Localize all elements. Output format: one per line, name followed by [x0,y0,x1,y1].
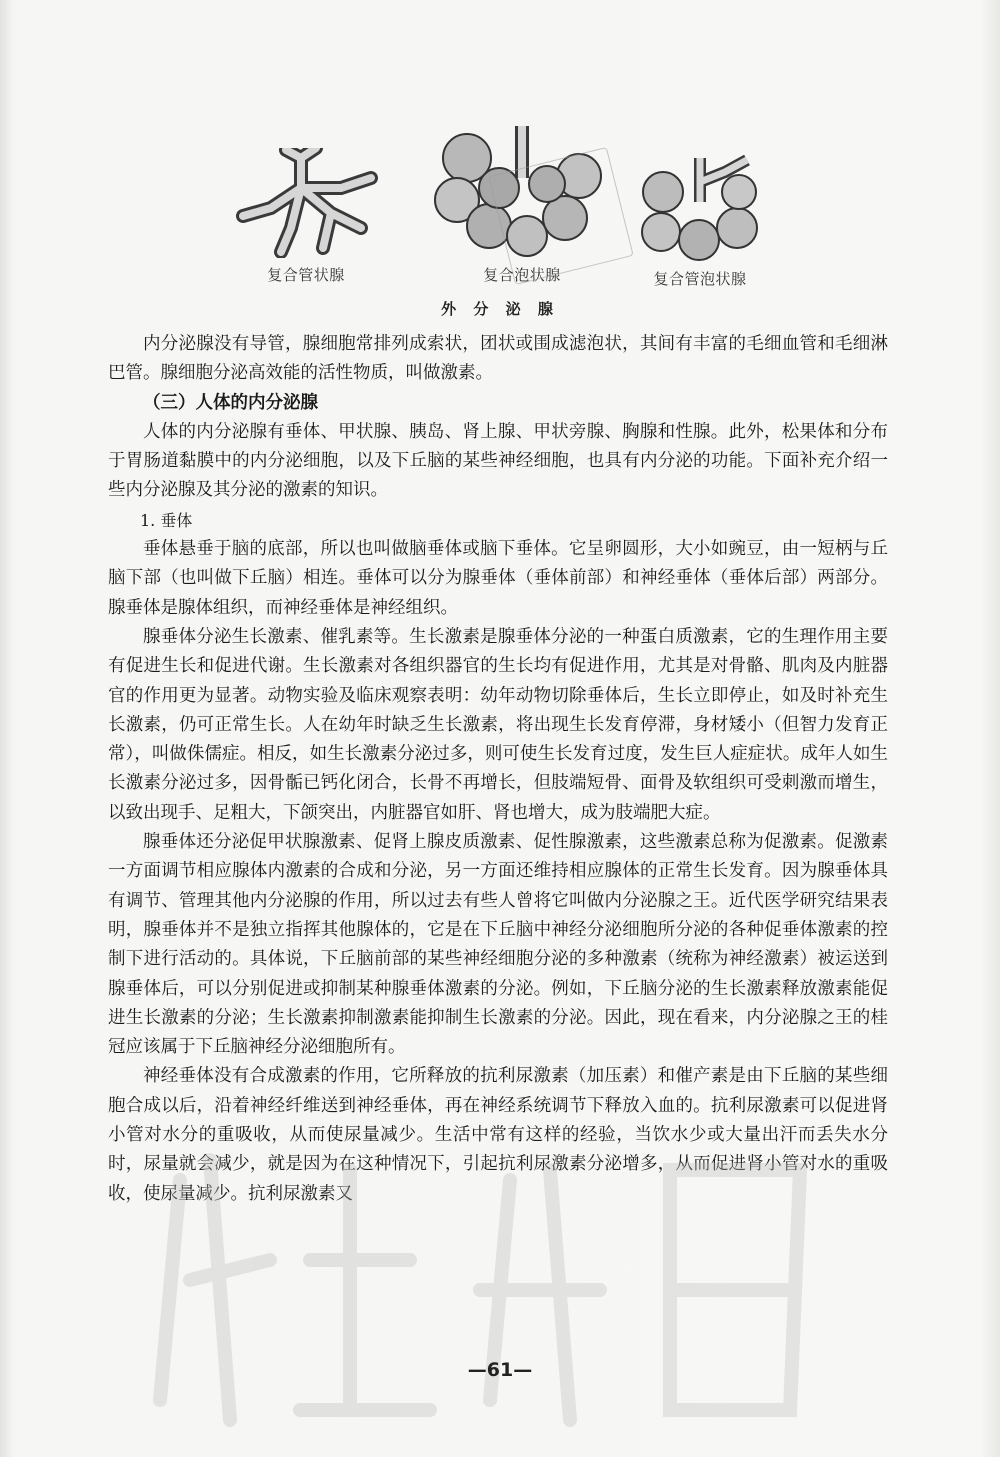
subsection-heading-pituitary: 1. 垂体 [140,510,193,530]
caption-compound-tubular: 复合管状腺 [267,266,345,284]
tubular-gland-illustration [231,148,381,258]
body-text [108,330,888,1209]
paragraph-4: 腺垂体分泌生长激素、催乳素等。生长激素是腺垂体分泌的一种蛋白质激素，它的生理作用主要有促进生长和促进代谢。生长激素对各组织器官的生长均有促进作用，尤其是对骨骼、肌肉及内脏器官的作用更为显著。动物实验及临床观察表明：幼年动物切除垂体后，生长立即停止，如及时补充生长激素，仍可正常生长。人在幼年时缺乏生长激素，将出现生长发育停滞，身材矮小（但智力发育正常），叫做侏儒症。相反，如生长激素分泌过多，则可使生长发育过度，发生巨人症症状。成年人如生长激素分泌过多，因骨骺已钙化闭合，长骨不再增长，但肢端短骨、面骨及软组织可受刺激而增生，以致出现手、足粗大，下颌突出，内脏器官如肝、肾也增大，成为肢端肥大症。 [108,626,888,823]
caption-compound-alveolar: 复合泡状腺 [483,266,561,284]
paragraph-6: 神经垂体没有合成激素的作用，它所释放的抗利尿激素（加压素）和催产素是由下丘脑的某些细胞合成以后，沿着神经纤维送到神经垂体，再在神经系统调节下释放入血的。抗利尿激素可以促进肾小管对水分的重吸收，从而使尿量减少。生活中常有这样的经验，当饮水少或大量出汗而丢失水分时，尿量就会减少，就是因为在这种情况下，引起抗利尿激素分泌增多，从而促进肾小管对水的重吸收，使尿量减少。抗利尿激素又 [108,1066,888,1204]
page-number: —61— [467,1359,533,1381]
paragraph-5: 腺垂体还分泌促甲状腺激素、促肾上腺皮质激素、促性腺激素，这些激素总称为促激素。促激素一方面调节相应腺体内激素的合成和分泌，另一方面还维持相应腺体的正常生长发育。因为腺垂体具有调节、管理其他内分泌腺的作用，所以过去有些人曾将它叫做内分泌腺之王。近代医学研究结果表明，腺垂体并不是独立指挥其他腺体的，它是在下丘脑中神经分泌细胞所分泌的各种促垂体激素的控制下进行活动的。具体说，下丘脑前部的某些神经细胞分泌的多种激素（统称为神经激素）被运送到腺垂体后，可以分别促进或抑制某种腺垂体激素的分泌。例如，下丘脑分泌的生长激素释放激素能促进生长激素的分泌；生长激素抑制激素能抑制生长激素的分泌。因此，现在看来，内分泌腺之王的桂冠应该属于下丘脑神经分泌细胞所有。 [108,832,888,1058]
paragraph-2: 人体的内分泌腺有垂体、甲状腺、胰岛、肾上腺、甲状旁腺、胸腺和性腺。此外，松果体和分布于胃肠道黏膜中的内分泌细胞，以及下丘脑的某些神经细胞，也具有内分泌的功能。下面补充介绍一些内分泌腺及其分泌的激素的知识。 [108,421,888,501]
figure-title: 外 分 泌 腺 [441,300,559,318]
compound-tubuloalveolar-gland [630,152,770,289]
compound-tubular-gland [226,148,386,285]
caption-compound-tubuloalveolar: 复合管泡状腺 [653,270,747,288]
paragraph-1: 内分泌腺没有导管，腺细胞常排列成索状，团状或围成滤泡状，其间有丰富的毛细血管和毛细淋巴管。腺细胞分泌高效能的活性物质，叫做激素。 [108,334,888,384]
paragraph-3: 垂体悬垂于脑的底部，所以也叫做脑垂体或脑下垂体。它呈卵圆形，大小如豌豆，由一短柄与丘脑下部（也叫做下丘脑）相连。垂体可以分为腺垂体（垂体前部）和神经垂体（垂体后部）两部分。腺垂体是腺体组织，而神经垂体是神经组织。 [108,539,888,618]
tubuloalveolar-gland-illustration [635,152,765,262]
section-heading-3: （三）人体的内分泌腺 [143,392,318,413]
